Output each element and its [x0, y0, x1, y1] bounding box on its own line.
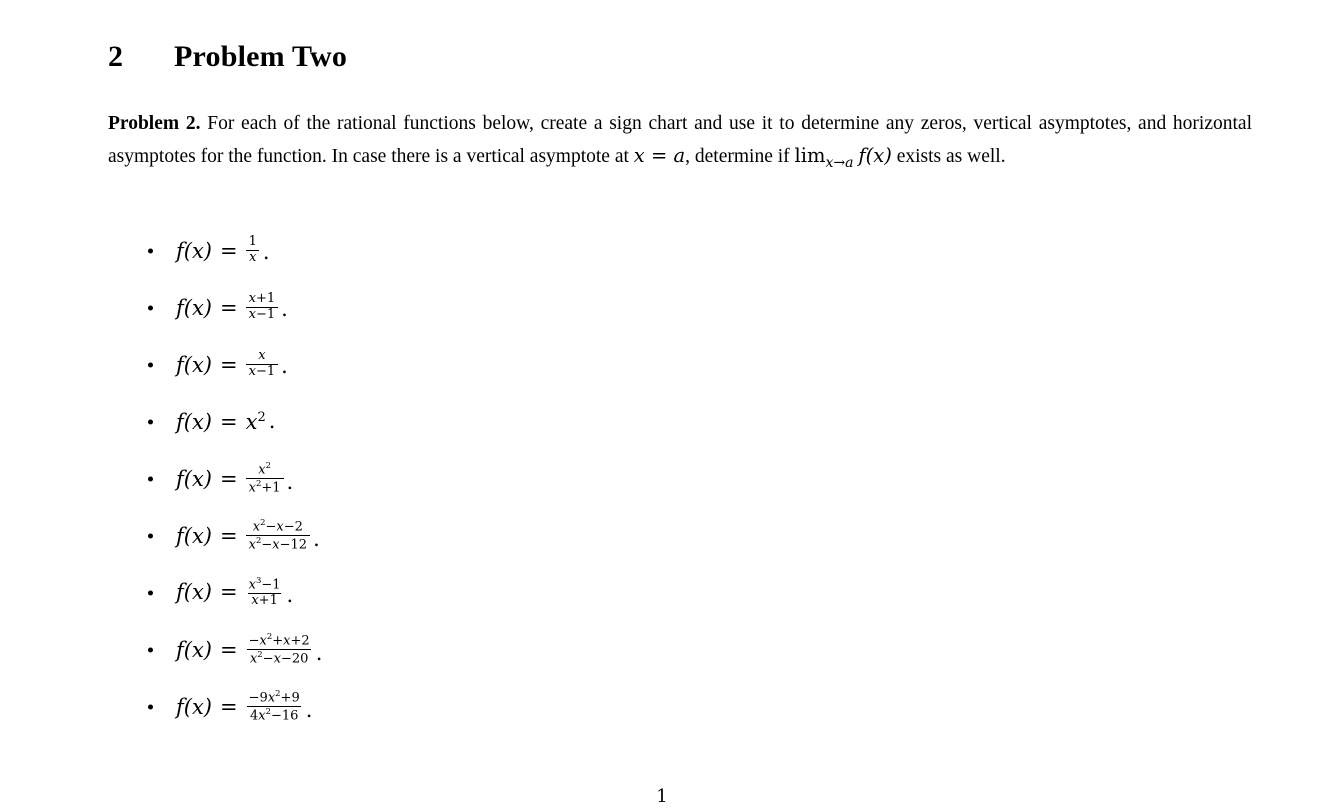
function-equation — [176, 576, 293, 609]
trailing-punctuation: . — [315, 641, 323, 666]
fraction-numerator: $-9x^2+9$ — [248, 687, 300, 706]
fraction-denominator: $4x^2-16$ — [247, 706, 301, 724]
fraction — [246, 576, 284, 609]
list-item — [140, 678, 1240, 735]
bullet-icon — [148, 533, 153, 538]
bullet-icon — [148, 248, 153, 253]
section-heading — [108, 40, 347, 74]
trailing-punctuation: . — [262, 239, 270, 264]
fraction-denominator: $x^2-x-20$ — [247, 649, 311, 667]
page-number: 1 — [656, 786, 668, 807]
list-item — [140, 621, 1240, 678]
equals-sign: = — [220, 523, 238, 548]
equals-sign: = — [220, 637, 238, 662]
problem-text-part3: exists as well. — [891, 146, 1006, 167]
fraction — [246, 349, 279, 380]
equals-sign: = — [220, 352, 238, 377]
trailing-punctuation: . — [268, 408, 276, 433]
fraction-numerator: 1 — [248, 234, 257, 250]
inline-math-limit — [794, 144, 854, 171]
list-item — [140, 336, 1240, 393]
section-number: 2 — [108, 40, 124, 73]
equation-lhs: f(x) — [176, 580, 213, 605]
function-equation — [176, 632, 322, 668]
equation-lhs: f(x) — [176, 238, 213, 263]
problem-label: Problem 2. — [108, 113, 201, 134]
trailing-punctuation: . — [281, 353, 288, 378]
equals-sign: = — [220, 694, 238, 719]
function-list — [140, 222, 1240, 735]
inline-math-fx: f(x) — [858, 144, 892, 167]
bullet-icon — [148, 647, 153, 652]
list-item — [140, 564, 1240, 621]
function-equation — [176, 518, 320, 554]
problem-text-part2: , determine if — [685, 146, 795, 167]
fraction-denominator: x−1 — [246, 307, 279, 323]
fraction-numerator: $x^2-x-2$ — [252, 516, 303, 535]
trailing-punctuation: . — [281, 296, 288, 321]
equals-sign: = — [220, 466, 238, 491]
bullet-icon — [148, 590, 153, 595]
equation-lhs: f(x) — [176, 637, 213, 662]
list-item — [140, 279, 1240, 336]
bullet-icon — [148, 419, 153, 424]
function-equation — [176, 409, 275, 435]
bullet-icon — [148, 305, 153, 310]
fraction-numerator: x — [258, 348, 266, 364]
trailing-punctuation: . — [305, 698, 313, 723]
section-title: Problem Two — [174, 40, 348, 73]
fraction-denominator: $x^2-x-12$ — [246, 535, 310, 553]
fraction — [246, 689, 303, 725]
fraction — [246, 292, 279, 323]
list-item — [140, 450, 1240, 507]
function-equation — [176, 235, 270, 266]
function-equation — [176, 349, 288, 380]
fraction-numerator: $x^2$ — [258, 459, 271, 478]
equation-lhs: f(x) — [176, 466, 213, 491]
function-equation — [176, 689, 312, 725]
function-equation — [176, 292, 288, 323]
problem-statement — [108, 108, 1252, 179]
trailing-punctuation: . — [286, 470, 294, 495]
trailing-punctuation: . — [286, 583, 294, 608]
expression: $x^2$ — [245, 409, 266, 434]
equation-lhs: f(x) — [176, 523, 213, 548]
problem-text-part1: For each of the rational functions below, create a sign chart and use it to determine any zeros, vertical asymptotes, and horizontal asymptotes for the function. In case there is a vertical asymptote at — [108, 113, 1252, 167]
equation-lhs: f(x) — [176, 295, 213, 320]
function-equation — [176, 461, 293, 497]
fraction-denominator: x — [246, 250, 259, 266]
bullet-icon — [148, 476, 153, 481]
fraction-denominator: x−1 — [246, 364, 279, 380]
fraction-denominator: $x^2+1$ — [246, 478, 284, 496]
limit-subscript: x→a — [825, 154, 854, 171]
trailing-punctuation: . — [313, 527, 320, 552]
bullet-icon — [148, 362, 153, 367]
fraction — [246, 461, 284, 497]
fraction-denominator: x+1 — [248, 593, 281, 609]
fraction-numerator: $-x^2+x+2$ — [248, 630, 310, 649]
equation-lhs: f(x) — [176, 352, 213, 377]
fraction — [246, 632, 313, 668]
equals-sign: = — [220, 409, 238, 434]
equals-sign: = — [220, 238, 238, 263]
equals-sign: = — [220, 580, 238, 605]
bullet-icon — [148, 704, 153, 709]
equals-sign: = — [220, 295, 238, 320]
fraction — [246, 518, 310, 554]
fraction — [246, 235, 260, 266]
inline-math-x-equals-a: x = a — [633, 144, 686, 167]
list-item — [140, 507, 1240, 564]
fraction-numerator: $x^3-1$ — [248, 574, 281, 593]
equation-lhs: f(x) — [176, 409, 213, 434]
limit-operator: lim — [794, 144, 826, 167]
fraction-numerator: x+1 — [248, 291, 276, 307]
equation-lhs: f(x) — [176, 694, 213, 719]
list-item — [140, 393, 1240, 450]
list-item — [140, 222, 1240, 279]
